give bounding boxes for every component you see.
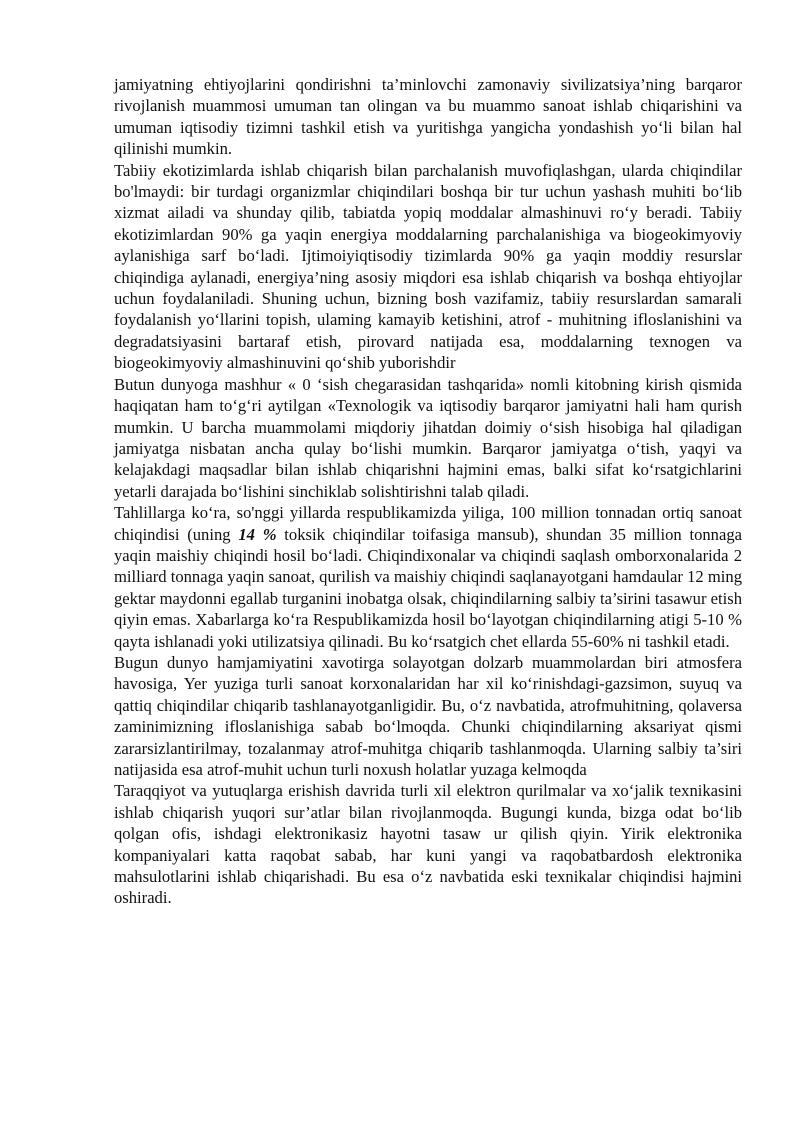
paragraph-natural-ecosystems: Tabiiy ekotizimlarda ishlab chiqarish bilan parchalanish muvofiqlashgan, ularda chiqindilar bo'lmaydi: bir turdagi organizmlar chiqindilari boshqa bir tur uchun yashash muhiti bo‘lib xizmat ailadi va shunday qilib, tabiatda yopiq moddalar almashinuvi ro‘y beradi. Tabiiy ekotizimlardan 90% ga yaqin energiya moddalarning parchalanishiga va biogeokimyoviy aylanishiga sarf bo‘ladi. Ijtimoiyiqtisodiy tizimlarda 90% ga yaqin moddiy resurslar chiqindiga aylanadi, energiya’ning asosiy miqdori esa ishlab chiqarish va boshqa ehtiyojlar uchun foydalaniladi. Shuning uchun, bizning bosh vazifamiz, tabiiy resurslardan samarali foydalanish yo‘llarini topish, ulaming kamayib ketishini, atrof - muhitning ifloslanishini va degradatsiyasini bartaraf etish, pirovard natijada esa, moddalarning texnogen va biogeokimyoviy almashinuvini qo‘shib yuborishdir [114,160,742,373]
paragraph-growth-limits-book: Butun dunyoga mashhur « 0 ‘sish chegarasidan tashqarida» nomli kitobning kirish qismida haqiqatan ham to‘g‘ri aytilgan «Texnologik va iqtisodiy barqaror jamiyatni hali ham qurish mumkin. U barcha muammolami miqdoriy jihatdan doimiy o‘sish hisobiga hal qiladigan jamiyatga nisbatan ancha qulay bo‘lishi mumkin. Barqaror jamiyatga o‘tish, yaqyi va kelajakdagi maqsadlar bilan ishlab chiqarishni hajmini emas, balki sifat ko‘rsatgichlarini yetarli darajada bo‘lishini sinchiklab solishtirishni talab qiladi. [114,374,742,501]
paragraph-waste-statistics [114,502,742,652]
paragraph-global-pollution: Bugun dunyo hamjamiyatini xavotirga solayotgan dolzarb muammolardan biri atmosfera havosiga, Yer yuziga turli sanoat korxonalaridan har xil ko‘rinishdagi-gazsimon, suyuq va qattiq chiqindilar chiqarib tashlanayotganligidir. Bu, o‘z navbatida, atrofmuhitning, qolaversa zaminimizning ifloslanishiga sabab bo‘lmoqda. Chunki chiqindilarning aksariyat qismi zararsizlantirilmay, tozalanmay atrof-muhitga chiqarib tashlanmoqda. Ularning salbiy ta’siri natijasida esa atrof-muhit uchun turli noxush holatlar yuzaga kelmoqda [114,652,742,779]
waste-statistics-text-before: Tahlillarga ko‘ra, so'nggi yillarda respublikamizda yiliga, 100 million tonnadan ortiq sanoat chiqindisi (uning [114,503,742,544]
paragraph-sustainability-intro: jamiyatning ehtiyojlarini qondirishni ta’minlovchi zamonaviy sivilizatsiya’ning barqaror rivojlanish muammosi umuman tan olingan va bu muammo sanoat ishlab chiqarishini va umuman iqtisodiy tizimni tashkil etish va yuritishga yangicha yondashish yo‘li bilan hal qilinishi mumkin. [114,75,742,159]
document-page [114,74,742,909]
waste-statistics-text-after: toksik chiqindilar toifasiga mansub), shundan 35 million tonnaga yaqin maishiy chiqindi hosil bo‘ladi. Chiqindixonalar va chiqindi saqlash omborxonalarida 2 milliard tonnaga yaqin sanoat, qurilish va maishiy chiqindi saqlanayotgani hamdaular 12 ming gektar maydonni egallab turganini inobatga olsak, chiqindilarning salbiy ta’sirini tasawur etish qiyin emas. Xabarlarga ko‘ra Respublikamizda hosil bo‘layotgan chiqindilarning atigi 5-10 % qayta ishlanadi yoki utilizatsiya qilinadi. Bu ko‘rsatgich chet ellarda 55-60% ni tashkil etadi. [114,524,742,651]
paragraph-electronic-waste: Taraqqiyot va yutuqlarga erishish davrida turli xil elektron qurilmalar va xo‘jalik texnikasini ishlab chiqarish yuqori sur’atlar bilan rivojlanmoqda. Bugungi kunda, bizga odat bo‘lib qolgan ofis, ishdagi elektronikasiz hayotni tasaw ur qilish qiyin. Yirik elektronika kompaniyalari katta raqobat sabab, har kuni yangi va raqobatbardosh elektronika mahsulotlarini ishlab chiqarishadi. Bu esa o‘z navbatida eski texnikalar chiqindisi hajmini oshiradi. [114,781,742,908]
toxic-waste-percentage: 14 % [238,524,277,544]
